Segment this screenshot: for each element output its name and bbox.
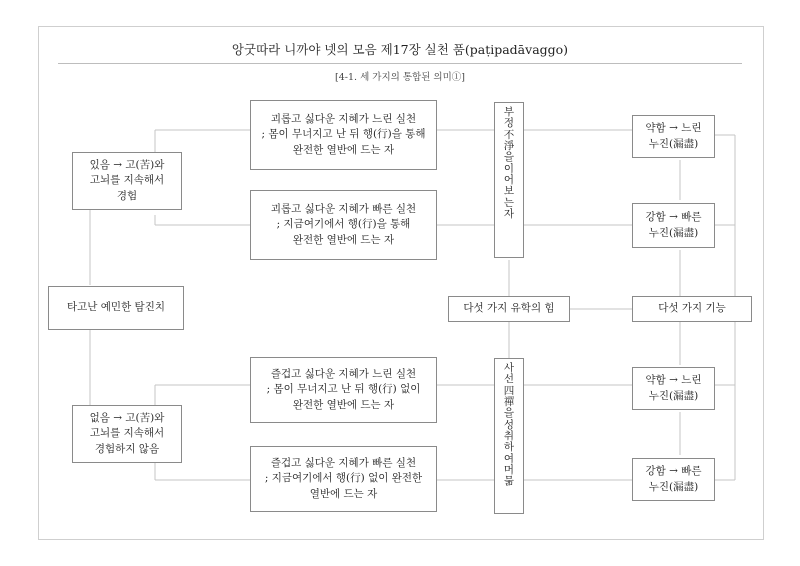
result-node-2: 강함 → 빠른 누진(漏盡) <box>632 203 715 248</box>
diagram-subtitle: [4-1. 세 가지의 통합된 의미①] <box>335 72 465 83</box>
center-power-node: 다섯 가지 유학의 힘 <box>448 296 570 322</box>
right-function-node: 다섯 가지 기능 <box>632 296 752 322</box>
lower-vertical-node: 사 선 四 禪 을 성 취 하 여 머 묾 <box>494 358 524 514</box>
result-node-1: 약함 → 느린 누진(漏盡) <box>632 115 715 158</box>
practice-node-1: 괴롭고 싫다운 지혜가 느린 실천 ; 몸이 무너지고 난 뒤 행(行)을 통해 완전한 열반에 드는 자 <box>250 100 437 170</box>
upper-vertical-node: 부 정 不 淨 을 이 어 보 는 자 <box>494 102 524 258</box>
practice-node-4: 즐겁고 싫다운 지혜가 빠른 실천 ; 지금여기에서 행(行) 없이 완전한 열반에 드는 자 <box>250 446 437 512</box>
lower-group-node: 없음 → 고(苦)와 고뇌를 지속해서 경험하지 않음 <box>72 405 182 463</box>
upper-group-node: 있음 → 고(苦)와 고뇌를 지속해서 경험 <box>72 152 182 210</box>
root-node: 타고난 예민한 탐진치 <box>48 286 184 330</box>
result-node-3: 약함 → 느린 누진(漏盡) <box>632 367 715 410</box>
result-node-4: 강함 → 빠른 누진(漏盡) <box>632 458 715 501</box>
practice-node-3: 즐겁고 싫다운 지혜가 느린 실천 ; 몸이 무너지고 난 뒤 행(行) 없이 완전한 열반에 드는 자 <box>250 357 437 423</box>
practice-node-2: 괴롭고 싫다운 지혜가 빠른 실천 ; 지금여기에서 행(行)을 통해 완전한 열반에 드는 자 <box>250 190 437 260</box>
diagram-title: 앙굿따라 니까야 넷의 모음 제17장 실천 품(paṭipadāvaggo) <box>231 42 569 57</box>
